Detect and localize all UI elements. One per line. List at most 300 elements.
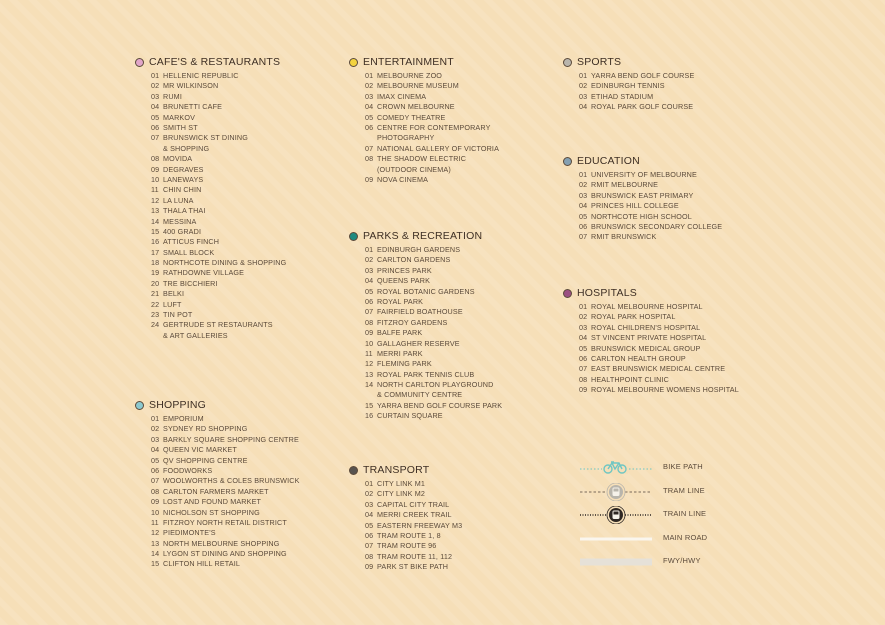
- item-label: CROWN MELBOURNE: [377, 102, 455, 112]
- item-number: 03: [365, 91, 374, 101]
- item-number: 09: [365, 174, 374, 184]
- item-number: 17: [151, 247, 160, 257]
- item-number: 15: [365, 400, 374, 410]
- list-item: [151, 81, 286, 91]
- list-item: [579, 212, 722, 222]
- list-item: [365, 339, 502, 349]
- item-number: 07: [365, 143, 374, 153]
- hospitals-dot-icon: [563, 289, 572, 298]
- item-number: 05: [365, 112, 374, 122]
- item-list: [579, 71, 694, 113]
- list-item: [579, 385, 739, 395]
- freeway-icon: [580, 553, 652, 571]
- list-item: [151, 466, 300, 476]
- item-label: CHIN CHIN: [163, 185, 202, 195]
- item-number: 01: [579, 302, 588, 311]
- item-number: 10: [151, 507, 160, 517]
- item-number: 11: [365, 348, 373, 358]
- item-number: 07: [579, 364, 588, 374]
- list-item: [365, 531, 462, 541]
- item-number: 03: [365, 499, 374, 509]
- transport-dot-icon: [349, 466, 358, 475]
- item-label: RATHDOWNE VILLAGE: [163, 268, 245, 278]
- item-number: 03: [151, 434, 160, 444]
- item-number: 02: [579, 312, 588, 322]
- item-label: MELBOURNE MUSEUM: [377, 81, 459, 91]
- item-number: 16: [365, 411, 374, 421]
- item-number: 03: [579, 91, 588, 101]
- item-number: 06: [365, 122, 374, 132]
- item-number: 06: [579, 353, 588, 363]
- section-title: ENTERTAINMENT: [363, 56, 454, 68]
- list-item: [151, 279, 286, 289]
- list-item: [151, 92, 286, 102]
- item-list: [365, 479, 462, 573]
- item-number: 05: [365, 520, 374, 530]
- item-number: 03: [579, 322, 588, 332]
- item-label: PARK ST BIKE PATH: [377, 562, 449, 572]
- legend-label: MAIN ROAD: [663, 532, 708, 542]
- legend-label: BIKE PATH: [663, 462, 703, 471]
- item-number: 14: [365, 380, 374, 390]
- item-list: [151, 71, 286, 341]
- item-label: NORTH CARLTON PLAYGROUND: [377, 380, 494, 390]
- item-label: ETIHAD STADIUM: [591, 91, 654, 101]
- list-item: [579, 170, 722, 180]
- bicycle-icon: [580, 459, 652, 477]
- item-label: EDINBURGH TENNIS: [591, 81, 665, 91]
- list-item: [579, 364, 739, 374]
- item-label: UNIVERSITY OF MELBOURNE: [591, 170, 697, 179]
- list-item: [365, 92, 499, 102]
- item-number: 04: [579, 201, 588, 211]
- item-label: LUFT: [163, 299, 182, 309]
- list-item: [151, 268, 286, 278]
- list-item: [365, 297, 502, 307]
- item-label: FLEMING PARK: [377, 359, 432, 369]
- tram-icon: [580, 483, 652, 501]
- item-number: 24: [151, 320, 160, 330]
- list-item: [365, 370, 502, 380]
- list-item: [365, 175, 499, 185]
- list-item: [365, 521, 462, 531]
- item-number: 03: [365, 265, 374, 275]
- item-number: 09: [365, 562, 374, 572]
- list-item: [579, 312, 739, 322]
- legend-label: TRAIN LINE: [663, 509, 707, 518]
- item-label: NOVA CINEMA: [377, 174, 429, 184]
- list-item: [151, 518, 300, 528]
- section-sports: [563, 55, 694, 113]
- section-title: HOSPITALS: [577, 287, 637, 299]
- item-label: BALFE PARK: [377, 328, 423, 338]
- item-label: NORTHCOTE HIGH SCHOOL: [591, 211, 692, 221]
- item-label: CARLTON GARDENS: [377, 255, 451, 265]
- item-number: 07: [365, 541, 374, 551]
- item-label: NATIONAL GALLERY OF VICTORIA: [377, 143, 500, 153]
- list-item: [151, 217, 286, 227]
- item-label: BELKI: [163, 289, 185, 299]
- item-number: 05: [365, 286, 374, 296]
- list-item: [151, 476, 300, 486]
- item-number: 14: [151, 216, 160, 226]
- item-number: 09: [579, 385, 588, 395]
- item-number: 16: [151, 237, 160, 247]
- item-label: MARKOV: [163, 112, 196, 122]
- item-label-continued: & SHOPPING: [163, 143, 210, 153]
- list-item: [151, 227, 286, 237]
- parks-dot-icon: [349, 232, 358, 241]
- item-number: 08: [365, 154, 374, 164]
- item-label: NORTHCOTE DINING & SHOPPING: [163, 258, 287, 268]
- item-number: 13: [365, 369, 374, 379]
- item-label: YARRA BEND GOLF COURSE: [591, 71, 695, 80]
- item-number: 12: [151, 528, 160, 538]
- train-icon: [580, 506, 652, 524]
- list-item: [365, 479, 462, 489]
- item-number: 09: [151, 164, 160, 174]
- item-label: THALA THAI: [163, 206, 206, 216]
- item-label: ST VINCENT PRIVATE HOSPITAL: [591, 333, 707, 343]
- item-number: 08: [365, 317, 374, 327]
- item-number: 22: [151, 299, 160, 309]
- item-number: 04: [151, 102, 160, 112]
- list-item: [579, 375, 739, 385]
- list-item: [365, 245, 502, 255]
- item-number: 15: [151, 226, 160, 236]
- item-label: NORTH MELBOURNE SHOPPING: [163, 538, 280, 548]
- item-label: SMALL BLOCK: [163, 247, 215, 257]
- item-number: 05: [579, 343, 588, 353]
- item-label: CENTRE FOR CONTEMPORARY: [377, 122, 491, 132]
- item-label: CURTAIN SQUARE: [377, 411, 443, 421]
- list-item: [151, 196, 286, 206]
- list-item: [365, 562, 462, 572]
- item-label: MESSINA: [163, 216, 197, 226]
- item-number: 09: [365, 328, 374, 338]
- item-number: 06: [151, 465, 160, 475]
- item-number: 08: [579, 374, 588, 384]
- item-label: YARRA BEND GOLF COURSE PARK: [377, 400, 503, 410]
- list-item: [579, 191, 722, 201]
- list-item: [365, 266, 502, 276]
- list-item: [151, 113, 286, 123]
- item-number: 07: [151, 476, 160, 486]
- section-parks: [349, 229, 502, 422]
- item-number: 19: [151, 268, 160, 278]
- section-title: SPORTS: [577, 56, 622, 68]
- item-label: BRUNSWICK SECONDARY COLLEGE: [591, 221, 723, 231]
- item-label: ROYAL PARK TENNIS CLUB: [377, 369, 475, 379]
- list-item: [365, 380, 502, 401]
- section-title: PARKS & RECREATION: [363, 230, 483, 242]
- list-item: [151, 175, 286, 185]
- list-item: [365, 359, 502, 369]
- list-item: [151, 185, 286, 195]
- item-label: ATTICUS FINCH: [163, 237, 220, 247]
- education-dot-icon: [563, 157, 572, 166]
- legend-tram-line: [578, 480, 738, 504]
- list-item: [365, 71, 499, 81]
- map-legend: [578, 456, 738, 574]
- item-number: 07: [365, 307, 374, 317]
- item-number: 23: [151, 310, 160, 320]
- section-shopping: [135, 398, 300, 570]
- item-label: FAIRFIELD BOATHOUSE: [377, 307, 463, 317]
- item-label: GALLAGHER RESERVE: [377, 338, 460, 348]
- item-number: 02: [365, 255, 374, 265]
- item-label-continued: & ART GALLERIES: [163, 330, 228, 340]
- item-number: 01: [579, 71, 588, 80]
- item-label: BRUNSWICK EAST PRIMARY: [591, 190, 694, 200]
- list-item: [151, 487, 300, 497]
- entertainment-dot-icon: [349, 58, 358, 67]
- main-road-icon: [580, 530, 652, 548]
- item-label: QV SHOPPING CENTRE: [163, 455, 248, 465]
- item-number: 06: [365, 296, 374, 306]
- item-number: 06: [151, 122, 160, 132]
- section-title: TRANSPORT: [363, 464, 430, 476]
- item-list: [365, 71, 499, 185]
- item-label: ROYAL MELBOURNE WOMENS HOSPITAL: [591, 385, 739, 395]
- item-label: MERRI PARK: [377, 348, 423, 358]
- item-number: 02: [151, 81, 160, 91]
- item-number: 20: [151, 278, 160, 288]
- item-label: MERRI CREEK TRAIL: [377, 510, 452, 520]
- list-item: [151, 248, 286, 258]
- list-item: [579, 201, 722, 211]
- item-label: ROYAL PARK: [377, 296, 424, 306]
- item-number: 02: [579, 81, 588, 91]
- item-label: TRE BICCHIERI: [163, 278, 218, 288]
- section-education: [563, 154, 722, 243]
- item-label: QUEEN VIC MARKET: [163, 445, 237, 455]
- list-item: [579, 354, 739, 364]
- list-item: [365, 510, 462, 520]
- list-item: [151, 165, 286, 175]
- sports-dot-icon: [563, 58, 572, 67]
- item-list: [579, 302, 739, 396]
- item-number: 04: [365, 510, 374, 520]
- item-label: LYGON ST DINING AND SHOPPING: [163, 549, 287, 559]
- list-item: [579, 180, 722, 190]
- list-item: [151, 102, 286, 112]
- list-item: [579, 222, 722, 232]
- item-number: 06: [579, 221, 588, 231]
- list-item: [365, 255, 502, 265]
- legend-bike-path: [578, 456, 738, 480]
- list-item: [151, 497, 300, 507]
- item-label: ROYAL PARK GOLF COURSE: [591, 102, 694, 112]
- list-item: [151, 559, 300, 569]
- item-label: CAPITAL CITY TRAIL: [377, 499, 450, 509]
- list-item: [151, 300, 286, 310]
- section-transport: [349, 463, 462, 573]
- item-label-continued: PHOTOGRAPHY: [377, 133, 435, 143]
- item-label: CARLTON FARMERS MARKET: [163, 486, 269, 496]
- item-number: 21: [151, 289, 160, 299]
- list-item: [151, 258, 286, 268]
- list-item: [579, 92, 694, 102]
- list-item: [579, 102, 694, 112]
- item-number: 05: [579, 211, 588, 221]
- legend-train-line: [578, 503, 738, 527]
- item-label: MOVIDA: [163, 154, 193, 164]
- item-number: 01: [151, 71, 160, 80]
- section-title: CAFE'S & RESTAURANTS: [149, 56, 281, 68]
- list-item: [579, 323, 739, 333]
- item-label: BRUNETTI CAFE: [163, 102, 223, 112]
- section-title: EDUCATION: [577, 155, 640, 167]
- item-label: SYDNEY RD SHOPPING: [163, 424, 248, 434]
- section-entertainment: [349, 55, 499, 185]
- item-number: 07: [579, 232, 588, 242]
- legend-label: FWY/HWY: [663, 556, 701, 565]
- list-item: [365, 489, 462, 499]
- item-number: 01: [151, 414, 160, 423]
- item-number: 11: [151, 517, 159, 527]
- item-label-continued: (OUTDOOR CINEMA): [377, 164, 451, 174]
- item-label: SMITH ST: [163, 122, 198, 132]
- item-number: 02: [365, 81, 374, 91]
- item-number: 08: [151, 486, 160, 496]
- section-title: SHOPPING: [149, 399, 207, 411]
- item-label: NICHOLSON ST SHOPPING: [163, 507, 260, 517]
- item-number: 10: [151, 174, 160, 184]
- list-item: [365, 411, 502, 421]
- item-number: 06: [365, 530, 374, 540]
- item-number: 04: [579, 333, 588, 343]
- list-item: [151, 456, 300, 466]
- list-item: [579, 232, 722, 242]
- cafes-dot-icon: [135, 58, 144, 67]
- item-number: 01: [365, 479, 374, 488]
- list-item: [579, 344, 739, 354]
- item-label: TRAM ROUTE 11, 112: [377, 551, 453, 561]
- list-item: [365, 154, 499, 175]
- item-label: MELBOURNE ZOO: [377, 71, 443, 80]
- item-label: BRUNSWICK MEDICAL GROUP: [591, 343, 701, 353]
- legend-fwy-hwy: [578, 550, 738, 574]
- item-number: 04: [151, 445, 160, 455]
- item-label: TRAM ROUTE 96: [377, 541, 437, 551]
- item-number: 01: [579, 170, 588, 179]
- item-label: CLIFTON HILL RETAIL: [163, 559, 241, 569]
- list-item: [151, 206, 286, 216]
- item-label: RUMI: [163, 91, 182, 101]
- list-item: [579, 71, 694, 81]
- list-item: [365, 287, 502, 297]
- list-item: [365, 144, 499, 154]
- item-label-continued: & COMMUNITY CENTRE: [377, 390, 463, 400]
- item-number: 13: [151, 538, 160, 548]
- list-item: [151, 320, 286, 341]
- item-number: 08: [365, 551, 374, 561]
- item-label: TRAM ROUTE 1, 8: [377, 530, 441, 540]
- list-item: [151, 435, 300, 445]
- item-label: PRINCES PARK: [377, 265, 432, 275]
- list-item: [365, 401, 502, 411]
- item-label: EAST BRUNSWICK MEDICAL CENTRE: [591, 364, 726, 374]
- item-number: 18: [151, 258, 160, 268]
- item-list: [579, 170, 722, 243]
- item-label: ROYAL MELBOURNE HOSPITAL: [591, 302, 703, 311]
- item-number: 04: [579, 102, 588, 112]
- item-number: 02: [365, 489, 374, 499]
- item-label: EDINBURGH GARDENS: [377, 245, 461, 254]
- list-item: [151, 71, 286, 81]
- item-number: 08: [151, 154, 160, 164]
- item-label: CITY LINK M1: [377, 479, 425, 488]
- list-item: [151, 445, 300, 455]
- item-number: 03: [151, 91, 160, 101]
- item-label: ROYAL BOTANIC GARDENS: [377, 286, 475, 296]
- list-item: [151, 237, 286, 247]
- item-label: THE SHADOW ELECTRIC: [377, 154, 467, 164]
- list-item: [579, 81, 694, 91]
- item-number: 09: [151, 497, 160, 507]
- list-item: [365, 102, 499, 112]
- list-item: [365, 113, 499, 123]
- item-label: BARKLY SQUARE SHOPPING CENTRE: [163, 434, 299, 444]
- list-item: [365, 349, 502, 359]
- item-label: CITY LINK M2: [377, 489, 425, 499]
- section-hospitals: [563, 286, 739, 396]
- item-label: ROYAL CHILDREN'S HOSPITAL: [591, 322, 701, 332]
- item-label: LOST AND FOUND MARKET: [163, 497, 262, 507]
- legend-label: TRAM LINE: [663, 485, 705, 495]
- item-number: 05: [151, 112, 160, 122]
- item-number: 04: [365, 276, 374, 286]
- list-item: [365, 318, 502, 328]
- item-number: 07: [151, 133, 160, 143]
- item-number: 03: [579, 190, 588, 200]
- item-number: 14: [151, 549, 160, 559]
- item-label: FITZROY NORTH RETAIL DISTRICT: [163, 517, 287, 527]
- item-label: WOOLWORTHS & COLES BRUNSWICK: [163, 476, 300, 486]
- item-number: 02: [151, 424, 160, 434]
- item-label: HELLENIC REPUBLIC: [163, 71, 239, 80]
- list-item: [365, 328, 502, 338]
- item-label: 400 GRADI: [163, 226, 202, 236]
- list-item: [151, 154, 286, 164]
- item-label: EMPORIUM: [163, 414, 204, 423]
- item-label: TIN POT: [163, 310, 193, 320]
- item-number: 11: [151, 185, 159, 195]
- item-number: 13: [151, 206, 160, 216]
- list-item: [151, 508, 300, 518]
- list-item: [365, 552, 462, 562]
- list-item: [151, 549, 300, 559]
- list-item: [365, 123, 499, 144]
- item-label: LANEWAYS: [163, 174, 204, 184]
- item-list: [365, 245, 502, 422]
- list-item: [151, 424, 300, 434]
- item-label: RMIT MELBOURNE: [591, 180, 659, 190]
- item-label: CARLTON HEALTH GROUP: [591, 353, 686, 363]
- item-number: 12: [151, 195, 160, 205]
- item-label: HEALTHPOINT CLINIC: [591, 374, 669, 384]
- item-number: 01: [365, 71, 374, 80]
- item-label: IMAX CINEMA: [377, 91, 427, 101]
- item-label: ROYAL PARK HOSPITAL: [591, 312, 676, 322]
- item-number: 12: [365, 359, 374, 369]
- list-item: [151, 539, 300, 549]
- item-list: [151, 414, 300, 570]
- list-item: [151, 289, 286, 299]
- list-item: [151, 133, 286, 154]
- list-item: [151, 310, 286, 320]
